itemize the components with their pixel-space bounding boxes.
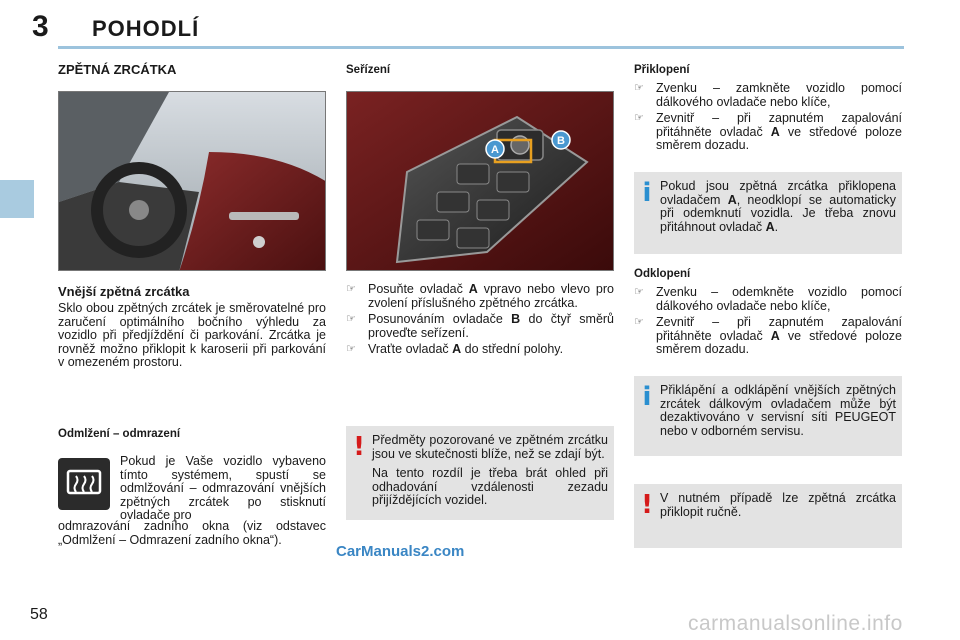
adjustment-steps (346, 283, 614, 360)
carmanualsonline-watermark[interactable]: carmanualsonline.info (688, 612, 903, 635)
remote-fold-info-note (634, 376, 902, 456)
unfold-step-1: ☞ Zvenku – odemkněte vozidlo pomocí dálkového ovladače nebo klíče, (634, 285, 902, 313)
photo-label-a: A (491, 144, 499, 156)
unfold-title: Odklopení (634, 268, 691, 280)
remote-fold-info-text: Přiklápění a odklápění vnějších zpětných zrcátek dálkovým ovladačem může být dezaktivováno v servisní síti PEUGEOT nebo v odborném servisu. (660, 383, 896, 438)
info-icon: i (642, 178, 652, 208)
fold-info-note (634, 172, 902, 254)
unfold-steps (634, 286, 902, 360)
adjustment-step-2: ☞ Posunováním ovladače B do čtyř směrů proveďte seřízení. (346, 312, 615, 340)
defrost-text-a: Pokud je Vaše vozidlo vybaveno tímto systémem, spustí se odmlžování – odmrazování vnějších zpětných zrcátek po stisknutí ovladače pro (120, 454, 326, 522)
adjustment-step-1: ☞ Posuňte ovladač A vpravo nebo vlevo pro zvolení příslušného zpětného zrcátka. (346, 282, 614, 310)
pointing-hand-icon: ☞ (346, 283, 356, 295)
car-interior-photo (58, 91, 326, 271)
mirror-distance-warning (346, 426, 614, 520)
fold-step-2: ☞ Zevnitř – při zapnutém zapalování přitáhněte ovladač A ve středové poloze směrem dozadu. (634, 111, 902, 152)
unfold-step-2: ☞ Zevnitř – při zapnutém zapalování přitáhněte ovladač A ve středové poloze směrem dozadu. (634, 315, 902, 356)
chapter-number: 3 (32, 10, 49, 43)
pointing-hand-icon: ☞ (634, 82, 644, 94)
pointing-hand-icon: ☞ (634, 286, 644, 298)
pointing-hand-icon: ☞ (634, 316, 644, 328)
warning-icon: ! (353, 432, 365, 462)
fold-step-1: ☞ Zvenku – zamkněte vozidlo pomocí dálkového ovladače nebo klíče, (634, 81, 902, 109)
info-icon: i (642, 382, 652, 412)
fold-steps (634, 82, 902, 156)
rear-defrost-icon (58, 458, 110, 510)
car-interior-illustration (59, 92, 326, 271)
adjustment-step-3: ☞ Vraťte ovladač A do střední polohy. (346, 342, 564, 356)
fold-info-text: Pokud jsou zpětná zrcátka přiklopena ovladačem A, neodklopí se automaticky při odemknutí vozidla. Je třeba znovu přitáhnout ovladač A. (660, 179, 896, 234)
carmanuals-watermark[interactable]: CarManuals2.com (336, 543, 465, 560)
header-rule (58, 46, 904, 49)
section-title: ZPĚTNÁ ZRCÁTKA (58, 62, 177, 77)
chapter-side-tab (0, 180, 34, 218)
warning-text-1: Předměty pozorované ve zpětném zrcátku jsou ve skutečnosti blíže, než se zdají být. (372, 433, 608, 461)
fold-title: Přiklopení (634, 64, 690, 76)
warning-icon: ! (641, 490, 653, 520)
photo-label-b: B (557, 135, 565, 147)
manual-fold-warning (634, 484, 902, 548)
mirror-control-illustration (347, 92, 614, 271)
defrost-title: Odmlžení – odmrazení (58, 428, 181, 440)
pointing-hand-icon: ☞ (346, 343, 356, 355)
manual-fold-warning-text: V nutném případě lze zpětná zrcátka přiklopit ručně. (660, 491, 896, 519)
chapter-title: POHODLÍ (92, 16, 200, 41)
warning-text-2: Na tento rozdíl je třeba brát ohled při odhadování vzdálenosti zezadu přijíždějících vozidel. (372, 466, 608, 507)
defrost-text-b: odmrazování zadního okna (viz odstavec „Odmlžení – Odmrazení zadního okna“). (58, 519, 326, 547)
adjustment-title: Seřízení (346, 64, 391, 76)
exterior-mirrors-subtitle: Vnější zpětná zrcátka (58, 284, 190, 299)
pointing-hand-icon: ☞ (634, 112, 644, 124)
exterior-mirrors-intro: Sklo obou zpětných zrcátek je směrovatelné pro zaručení optimálního bočního výhledu za vozidlo při předjíždění či parkování. Zrcátka je rovněž možno přiklopit k karoserii při parkování v omezeném prostoru. (58, 301, 326, 369)
mirror-control-photo (346, 91, 614, 271)
pointing-hand-icon: ☞ (346, 313, 356, 325)
page-number: 58 (30, 606, 48, 623)
